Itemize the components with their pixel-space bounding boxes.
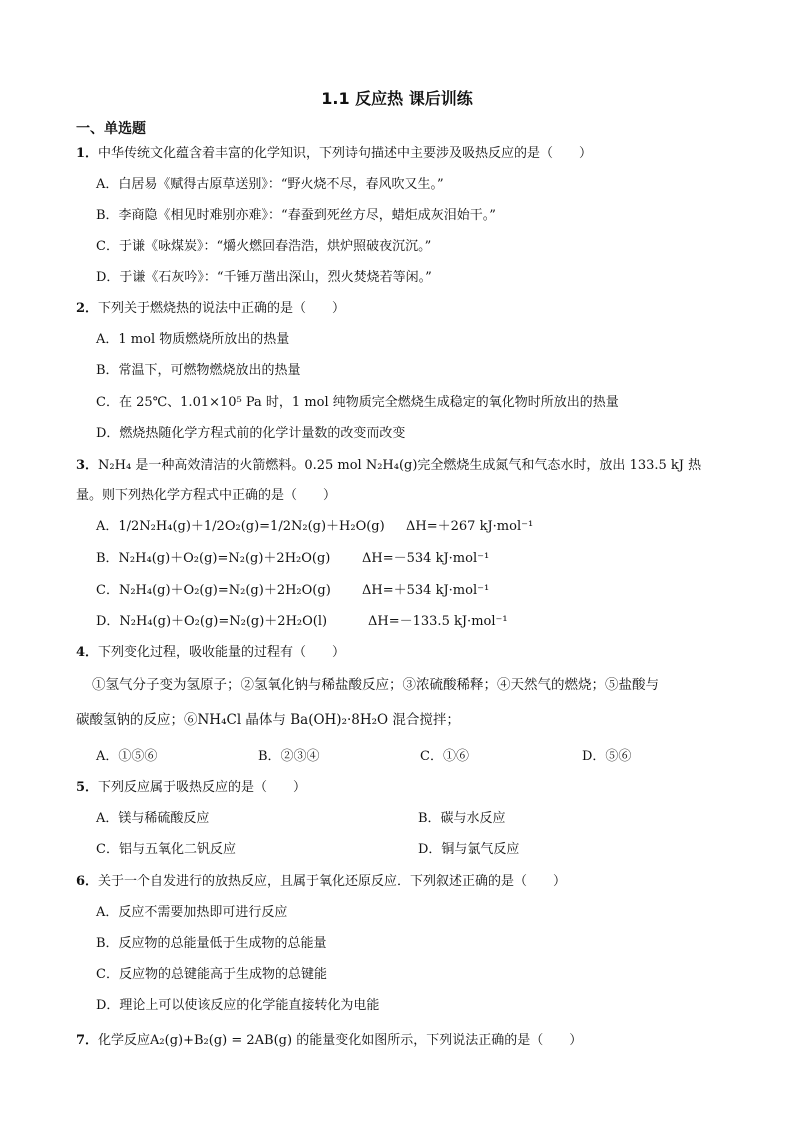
question-stem: 下列变化过程，吸收能量的过程有（ ） (98, 645, 346, 660)
option-6d: D．理论上可以使该反应的化学能直接转化为电能 (96, 998, 380, 1013)
question-6 (76, 873, 566, 891)
question-5 (76, 779, 306, 797)
question-stem: 中华传统文化蕴含着丰富的化学知识，下列诗句描述中主要涉及吸热反应的是（ ） (98, 146, 593, 161)
question-2 (76, 300, 345, 318)
question-number: 3． (76, 458, 99, 473)
section-heading: 一、单选题 (76, 121, 146, 137)
option-5d: D．铜与氯气反应 (418, 842, 520, 857)
option-3d-enthalpy: ΔH=－133.5 kJ·mol⁻¹ (368, 614, 508, 629)
question-number: 5． (76, 780, 99, 795)
question-number: 2． (76, 301, 99, 316)
option-4d: D．⑤⑥ (582, 749, 632, 764)
question-number: 6． (76, 874, 99, 889)
question-3 (76, 457, 701, 475)
page-title: 1.1 反应热 课后训练 (321, 89, 473, 108)
option-3a-enthalpy: ΔH=＋267 kJ·mol⁻¹ (406, 519, 534, 534)
question-7 (76, 1032, 582, 1050)
question-stem: 下列关于燃烧热的说法中正确的是（ ） (98, 301, 346, 316)
option-2c: C．在 25℃、1.01×10⁵ Pa 时，1 mol 纯物质完全燃烧生成稳定的氧化物时所放出的热量 (96, 395, 619, 410)
question-stem-line1: N₂H₄ 是一种高效清洁的火箭燃料。0.25 mol N₂H₄(g)完全燃烧生成氮气和气态水时，放出 133.5 kJ 热 (98, 458, 702, 473)
question-4 (76, 644, 345, 662)
question-body-line1: ①氢气分子变为氢原子；②氢氧化钠与稀盐酸反应；③浓硫酸稀释；④天然气的燃烧；⑤盐酸与 (92, 677, 659, 693)
option-3b-equation: B．N₂H₄(g)＋O₂(g)=N₂(g)＋2H₂O(g) (96, 551, 331, 566)
question-body-line2: 碳酸氢钠的反应；⑥NH₄Cl 晶体与 Ba(OH)₂·8H₂O 混合搅拌； (76, 712, 460, 728)
option-3c-equation: C．N₂H₄(g)＋O₂(g)=N₂(g)＋2H₂O(g) (96, 583, 331, 598)
question-number: 1． (76, 146, 99, 161)
option-1b: B．李商隐《相见时难别亦难》：“春蚕到死丝方尽，蜡炬成灰泪始干。” (96, 208, 496, 223)
option-1d: D．于谦《石灰吟》：“千锤万凿出深山，烈火焚烧若等闲。” (96, 270, 432, 285)
option-2d: D．燃烧热随化学方程式前的化学计量数的改变而改变 (96, 426, 406, 441)
option-4b: B．②③④ (258, 749, 320, 764)
question-number: 4． (76, 645, 99, 660)
option-3d-equation: D．N₂H₄(g)＋O₂(g)=N₂(g)＋2H₂O(l) (96, 614, 328, 629)
option-5b: B．碳与水反应 (418, 811, 506, 826)
option-5c: C．铝与五氧化二钒反应 (96, 842, 236, 857)
option-3c-enthalpy: ΔH=＋534 kJ·mol⁻¹ (362, 583, 490, 598)
question-stem: 关于一个自发进行的放热反应，且属于氧化还原反应．下列叙述正确的是（ ） (98, 874, 567, 889)
option-6a: A．反应不需要加热即可进行反应 (96, 905, 288, 920)
option-2b: B．常温下，可燃物燃烧放出的热量 (96, 363, 301, 378)
option-6b: B．反应物的总能量低于生成物的总能量 (96, 936, 327, 951)
question-stem: 下列反应属于吸热反应的是（ ） (98, 780, 307, 795)
question-number: 7． (76, 1033, 99, 1048)
question-stem: 化学反应A₂(g)+B₂(g) = 2AB(g) 的能量变化如图所示，下列说法正确的是（ ） (98, 1033, 583, 1048)
option-2a: A．1 mol 物质燃烧所放出的热量 (96, 332, 290, 347)
option-4a: A．①⑤⑥ (96, 749, 158, 764)
option-5a: A．镁与稀硫酸反应 (96, 811, 210, 826)
option-1c: C．于谦《咏煤炭》：“爝火燃回春浩浩，烘炉照破夜沉沉。” (96, 239, 432, 254)
option-1a: A．白居易《赋得古原草送别》：“野火烧不尽，春风吹又生。” (96, 177, 444, 192)
option-6c: C．反应物的总键能高于生成物的总键能 (96, 967, 327, 982)
option-4c: C．①⑥ (420, 749, 469, 764)
option-3b-enthalpy: ΔH=－534 kJ·mol⁻¹ (362, 551, 490, 566)
question-1 (76, 145, 592, 163)
option-3a-equation: A．1/2N₂H₄(g)＋1/2O₂(g)=1/2N₂(g)＋H₂O(g) (96, 519, 385, 534)
question-stem-line2: 量。则下列热化学方程式中正确的是（ ） (76, 488, 337, 503)
